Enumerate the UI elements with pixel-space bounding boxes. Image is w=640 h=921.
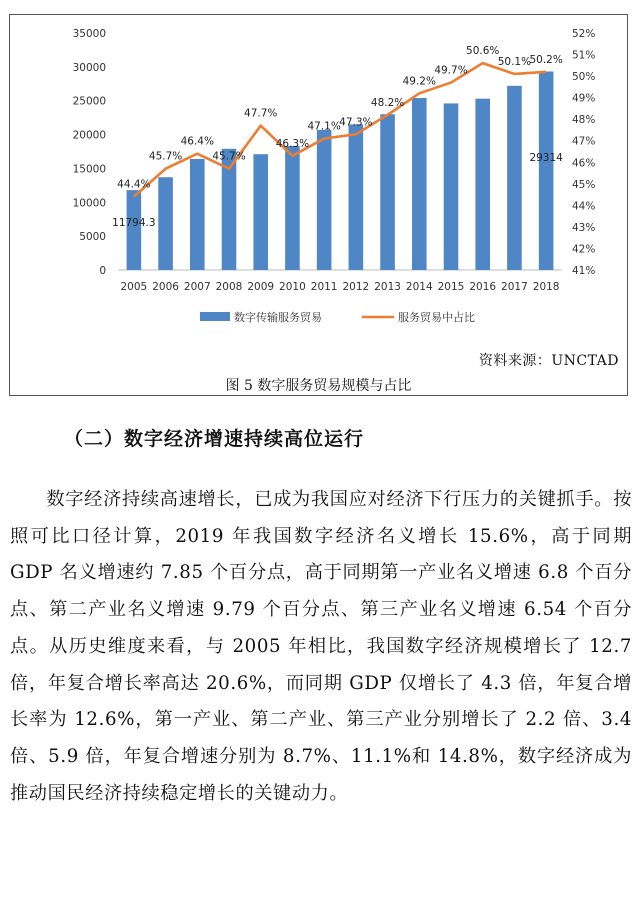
- right-axis-tick-label: 51%: [572, 49, 596, 62]
- category-tick-label: 2013: [374, 281, 401, 293]
- right-axis-tick-label: 47%: [572, 135, 596, 148]
- right-axis-tick-label: 46%: [572, 157, 596, 170]
- line-data-label: 44.4%: [117, 178, 151, 191]
- line-data-label: 49.2%: [402, 75, 436, 88]
- line-data-label: 47.1%: [307, 120, 341, 133]
- category-tick-label: 2009: [247, 281, 275, 293]
- category-tick-label: 2010: [279, 281, 306, 293]
- category-tick-label: 2015: [437, 281, 465, 293]
- left-axis-tick-label: 0: [99, 265, 106, 277]
- category-tick-label: 2008: [215, 281, 243, 293]
- bar: [317, 130, 332, 270]
- body-paragraph-block: [10, 482, 632, 812]
- line-data-label: 47.7%: [244, 107, 278, 120]
- bar: [475, 99, 490, 270]
- left-axis-tick-label: 35000: [72, 28, 106, 40]
- left-axis-tick-label: 30000: [72, 61, 106, 74]
- left-axis-tick-label: 25000: [72, 95, 106, 108]
- figure-caption: 图 5 数字服务贸易规模与占比: [225, 378, 412, 394]
- left-axis-tick-label: 20000: [72, 129, 106, 142]
- category-tick-label: 2012: [342, 281, 370, 293]
- bar: [253, 154, 268, 270]
- line-data-label: 47.3%: [339, 116, 373, 129]
- bar: [412, 98, 427, 270]
- bar: [380, 114, 395, 270]
- right-axis-tick-label: 48%: [572, 114, 596, 127]
- bar: [444, 103, 459, 270]
- right-axis-tick-label: 50%: [572, 71, 596, 84]
- category-tick-label: 2014: [405, 281, 433, 293]
- left-axis-tick-label: 15000: [72, 163, 106, 176]
- left-axis-tick-label: 10000: [72, 197, 106, 210]
- figure-frame: [9, 14, 628, 396]
- legend-label: 服务贸易中占比: [398, 311, 475, 324]
- category-tick-label: 2018: [532, 281, 560, 293]
- right-axis-tick-label: 42%: [572, 243, 596, 256]
- category-tick-label: 2007: [183, 281, 211, 293]
- category-tick-label: 2005: [120, 281, 148, 293]
- bar: [349, 124, 364, 270]
- bar-data-label: 29314: [529, 151, 563, 164]
- line-data-label: 45.7%: [148, 150, 183, 163]
- right-axis-tick-label: 43%: [572, 221, 596, 234]
- bar-data-label: 11794.3: [112, 217, 156, 230]
- section-title: （二）数字经济增速持续高位运行: [64, 428, 365, 450]
- line-data-label: 50.6%: [466, 45, 500, 58]
- line-data-label: 48.2%: [370, 96, 405, 109]
- line-data-label: 46.3%: [275, 137, 310, 150]
- bar: [539, 72, 554, 270]
- right-axis-tick-label: 49%: [572, 92, 596, 105]
- bar: [190, 159, 205, 270]
- figure-source: 资料来源：UNCTAD: [478, 353, 619, 369]
- line-data-label: 49.7%: [434, 64, 468, 77]
- right-axis-tick-label: 52%: [572, 28, 596, 40]
- legend-label: 数字传输服务贸易: [234, 311, 322, 324]
- category-tick-label: 2011: [310, 281, 338, 293]
- left-axis-tick-label: 5000: [79, 231, 106, 244]
- body-paragraph: 数字经济持续高速增长，已成为我国应对经济下行压力的关键抓手。按照可比口径计算，2019 年我国数字经济名义增长 15.6%，高于同期 GDP 名义增速约 7.85 个百分点，高于同期第一产业名义增速 6.8 个百分点、第二产业名义增速 9.79 个百分点、第三产业名义增速 6.54 个百分点。从历史维度来看，与 2005 年相比，我国数字经济规模增长了 12.7 倍，年复合增长率高达 20.6%，而同期 GDP 仅增长了 4.3 倍，年复合增长率为 12.6%，第一产业、第二产业、第三产业分别增长了 2.2 倍、3.4 倍、5.9 倍，年复合增速分别为 8.7%、11.1%和 14.8%，数字经济成为推动国民经济持续稳定增长的关键动力。: [10, 489, 632, 804]
- legend-bar-swatch: [200, 312, 230, 321]
- right-axis-tick-label: 44%: [572, 200, 596, 213]
- line-data-label: 45.7%: [212, 150, 246, 163]
- line-data-label: 46.4%: [180, 135, 214, 148]
- line-data-label: 50.2%: [529, 53, 563, 66]
- bar: [158, 177, 173, 270]
- bar: [285, 146, 300, 270]
- right-axis-tick-label: 45%: [572, 178, 596, 191]
- bar: [127, 190, 142, 270]
- line-data-label: 50.1%: [497, 55, 532, 68]
- right-axis-tick-label: 41%: [572, 265, 596, 277]
- category-tick-label: 2016: [469, 281, 497, 293]
- chart: [10, 15, 627, 345]
- category-tick-label: 2006: [152, 281, 179, 293]
- bar: [507, 86, 522, 270]
- category-tick-label: 2017: [501, 281, 528, 293]
